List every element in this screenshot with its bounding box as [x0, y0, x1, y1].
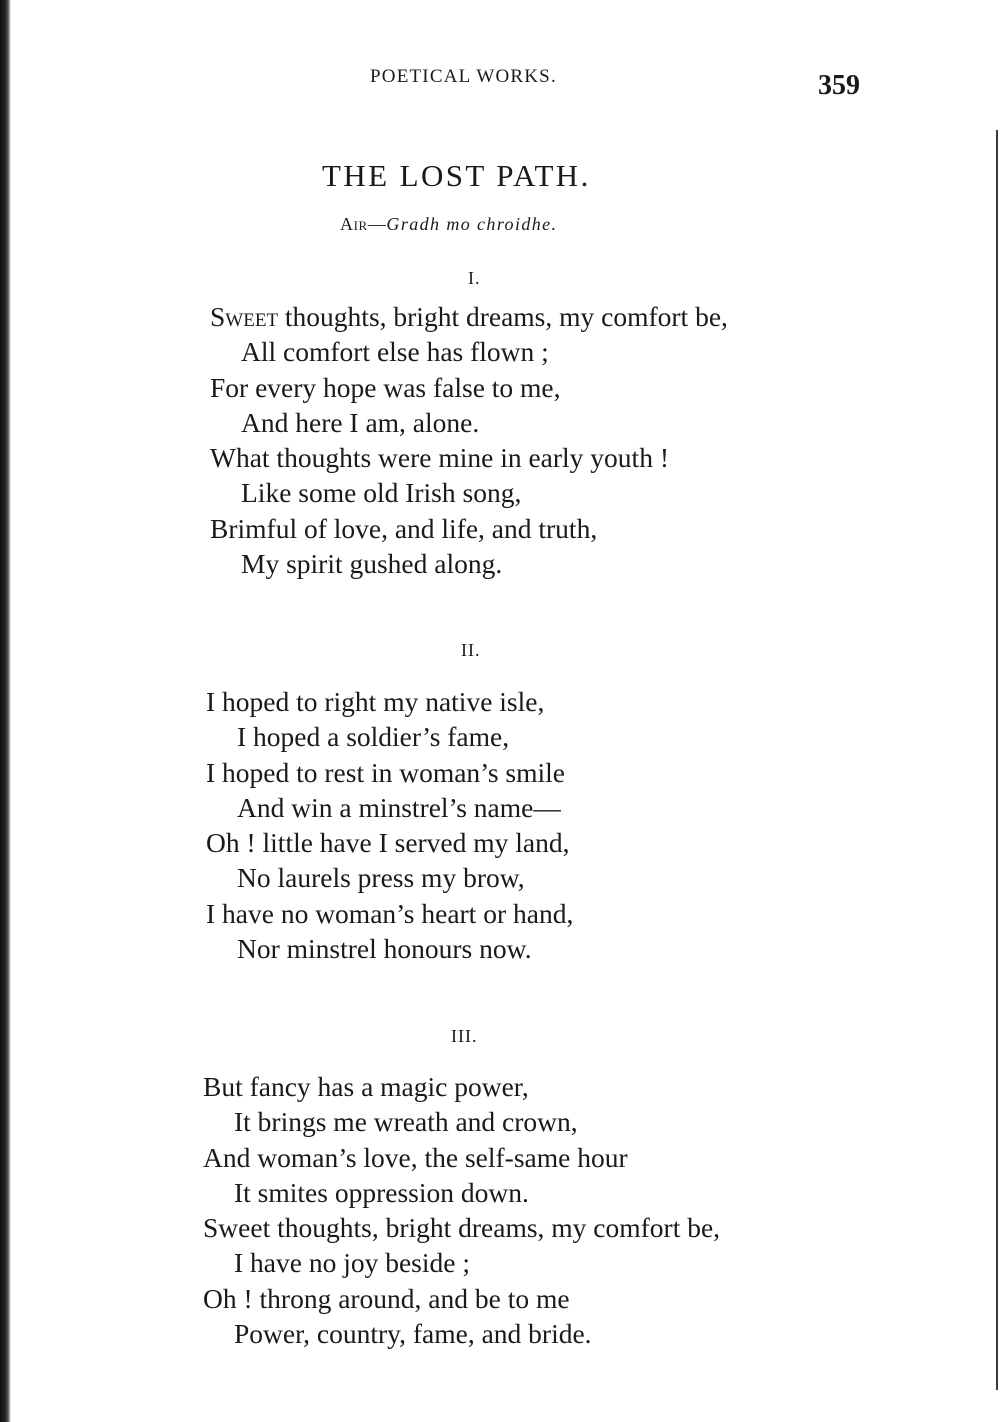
verse-line: Sweet thoughts, bright dreams, my comfort be, [203, 1212, 721, 1244]
verse-line-text: thoughts, bright dreams, my comfort be, [278, 301, 728, 332]
verse-line: What thoughts were mine in early youth ! [210, 442, 669, 474]
stanza-3 [203, 1069, 720, 1351]
air-label: Air [340, 214, 368, 234]
verse-line: My spirit gushed along. [241, 548, 503, 580]
verse-line: And win a minstrel’s name— [237, 791, 561, 823]
page-scan-edge-right [996, 130, 998, 1390]
verse-line: And here I am, alone. [241, 406, 480, 438]
verse-first-word: Sweet [210, 301, 279, 332]
page-scan-edge-left [0, 0, 11, 1422]
air-name: Gradh mo chroidhe. [386, 214, 558, 234]
stanza-2 [206, 684, 573, 966]
verse-line: All comfort else has flown ; [241, 336, 549, 368]
verse-line: But fancy has a magic power, [203, 1071, 529, 1102]
poem-title: THE LOST PATH. [322, 158, 591, 193]
air-dash: — [367, 214, 387, 234]
verse-line: Like some old Irish song, [241, 477, 522, 509]
verse-line: I hoped to rest in woman’s smile [206, 756, 565, 788]
verse-line [210, 299, 728, 334]
verse-line: No laurels press my brow, [237, 862, 525, 894]
verse-line: Nor minstrel honours now. [237, 933, 532, 965]
verse-line: I hoped a soldier’s fame, [237, 721, 510, 753]
verse-line: Brimful of love, and life, and truth, [210, 512, 598, 544]
verse-line: And woman’s love, the self-same hour [203, 1141, 628, 1173]
verse-line: I hoped to right my native isle, [206, 686, 545, 717]
verse-line: I have no joy beside ; [234, 1247, 470, 1279]
verse-line: Oh ! throng around, and be to me [203, 1282, 570, 1314]
running-header: POETICAL WORKS. [370, 66, 557, 87]
verse-line: Power, country, fame, and bride. [234, 1318, 592, 1350]
verse-line: For every hope was false to me, [210, 371, 561, 403]
stanza-number-1: I. [468, 268, 481, 288]
verse-line: Oh ! little have I served my land, [206, 827, 570, 859]
page-number: 359 [818, 70, 860, 101]
verse-line: It smites oppression down. [234, 1176, 529, 1208]
verse-line: I have no woman’s heart or hand, [206, 897, 574, 929]
poem-air-line [340, 214, 557, 235]
stanza-number-2: II. [461, 640, 481, 660]
stanza-number-3: III. [451, 1026, 478, 1046]
verse-line: It brings me wreath and crown, [234, 1106, 578, 1138]
stanza-1 [210, 299, 728, 581]
